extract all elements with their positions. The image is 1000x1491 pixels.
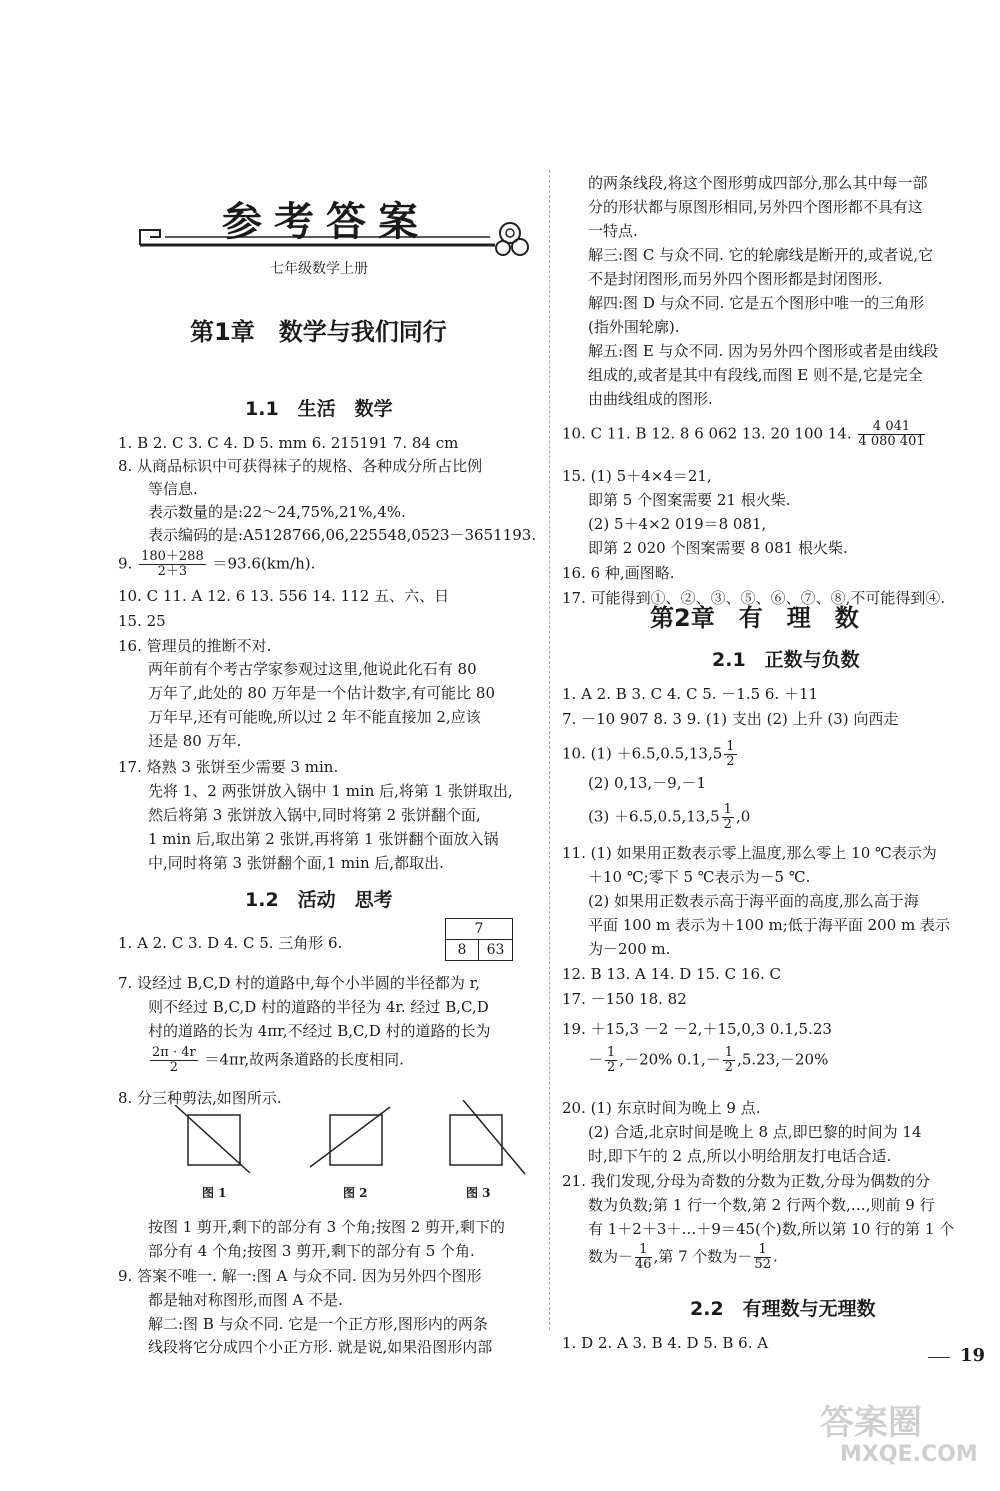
answer-line: 解五:图 E 与众不同. 因为另外四个图形或者是由线段 <box>588 342 939 360</box>
fraction-numerator: 1 <box>723 802 732 817</box>
fraction-denominator: 2 <box>607 1060 616 1075</box>
answer-text: － <box>588 1050 604 1069</box>
fraction-numerator: 1 <box>607 1045 616 1060</box>
answer-line: 分的形状都与原图形相同,另外四个图形都不具有这 <box>588 198 923 216</box>
fraction <box>722 803 734 832</box>
answer-line: 19. ＋15,3 －2 －2,＋15,0,3 0.1,5.23 <box>562 1020 832 1038</box>
column-divider <box>549 170 550 1330</box>
answer-text: ,5.23,－20% <box>737 1050 829 1069</box>
answer-line: (2) 合适,北京时间是晚上 8 点,即巴黎的时间为 14 <box>588 1123 922 1141</box>
fraction-denominator: 2 <box>723 817 732 832</box>
answer-line-fraction <box>118 550 315 579</box>
answer-line: 万年早,还有可能晚,所以过 2 年不能直接加 2,应该 <box>148 708 481 726</box>
answer-line: 组成的,或者是其中有段线,而图 E 则不是,它是完全 <box>588 366 923 384</box>
fraction-numerator: 4 041 <box>858 420 924 435</box>
answer-line: (2) 如果用正数表示高于海平面的高度,那么高于海 <box>588 892 919 910</box>
fraction-numerator: 1 <box>754 1243 771 1258</box>
answer-line: 解四:图 D 与众不同. 它是五个图形中唯一的三角形 <box>588 294 925 312</box>
section-1-1-heading: 1.1 生活 数学 <box>245 398 393 420</box>
grid-cell-top: 7 <box>445 918 513 940</box>
answer-line: (指外围轮廓). <box>588 318 680 336</box>
answer-line: 表示数量的是:22～24,75%,21%,4%. <box>148 503 406 521</box>
answer-text: ,0 <box>735 807 751 826</box>
answer-line: 数为负数;第 1 行一个数,第 2 行两个数,…,则前 9 行 <box>588 1196 935 1214</box>
answer-line: 10. C 11. A 12. 6 13. 556 14. 112 五、六、日 <box>118 587 450 605</box>
answer-line-fraction <box>148 1046 404 1075</box>
section-2-1-heading: 2.1 正数与负数 <box>712 649 860 671</box>
figure-caption-1: 图 1 <box>202 1186 227 1200</box>
answer-line: 不是封闭图形,而另外四个图形都是封闭图形. <box>588 270 883 288</box>
answer-line: (2) 0,13,－9,－1 <box>588 774 707 792</box>
cut-figure-3 <box>425 1100 535 1175</box>
fraction <box>150 1046 198 1075</box>
answer-line-fraction <box>588 1046 828 1075</box>
answer-line: 17. 烙熟 3 张饼至少需要 3 min. <box>118 758 339 776</box>
answer-line: 有 1＋2＋3＋…＋9＝45(个)数,所以第 10 行的第 1 个 <box>588 1220 955 1238</box>
watermark-url: MXQE.COM <box>840 1442 978 1467</box>
fraction-denominator: 46 <box>635 1257 652 1272</box>
answer-line: 还是 80 万年. <box>148 732 242 750</box>
answer-line: 解二:图 B 与众不同. 它是一个正方形,图形内的两条 <box>148 1315 488 1333</box>
fraction <box>724 740 736 769</box>
answer-line: 8. 从商品标识中可获得袜子的规格、各种成分所占比例 <box>118 457 483 475</box>
answer-line: 1. D 2. A 3. B 4. D 5. B 6. A <box>562 1334 769 1352</box>
answer-line: 解三:图 C 与众不同. 它的轮廓线是断开的,或者说,它 <box>588 246 934 264</box>
section-1-2-heading: 1.2 活动 思考 <box>245 889 393 911</box>
answer-text: . <box>772 1247 778 1266</box>
answer-text: 10. C 11. B 12. 8 6 062 13. 20 100 14. <box>562 424 852 443</box>
answer-line: 8. 分三种剪法,如图所示. <box>118 1089 282 1107</box>
answer-line: 即第 2 020 个图案需要 8 081 根火柴. <box>588 539 848 557</box>
answer-text: ,第 7 个数为－ <box>653 1247 753 1266</box>
fraction-numerator: 2π · 4r <box>152 1045 196 1060</box>
answer-text: 数为－ <box>588 1247 634 1266</box>
fraction-numerator: 1 <box>724 1045 734 1060</box>
watermark-logo: 答案圈 <box>820 1403 922 1443</box>
answer-line-fraction <box>562 740 739 769</box>
page-number-dash <box>928 1357 950 1358</box>
fraction <box>723 1046 735 1075</box>
answer-line: 两年前有个考古学家参观过这里,他说此化石有 80 <box>148 660 477 678</box>
answer-line: 等信息. <box>148 480 198 498</box>
answer-line: 时,即下午的 2 点,所以小明给朋友打电话合适. <box>588 1147 892 1165</box>
page-title: 参考答案 <box>222 199 430 245</box>
fraction <box>635 1243 652 1272</box>
answer-line: 15. 25 <box>118 612 166 630</box>
answer-line: 7. 设经过 B,C,D 村的道路中,每个小半圆的半径都为 r, <box>118 974 480 992</box>
figure-caption-2: 图 2 <box>343 1186 368 1200</box>
fraction-denominator: 52 <box>754 1257 771 1272</box>
answer-line: 中,同时将第 3 张饼翻个面,1 min 后,都取出. <box>148 854 444 872</box>
chapter-2-heading: 第2章 有 理 数 <box>650 604 859 632</box>
section-2-2-heading: 2.2 有理数与无理数 <box>690 1298 876 1320</box>
answer-line: 1. A 2. C 3. D 4. C 5. 三角形 6. <box>118 934 343 952</box>
answer-line: 一特点. <box>588 222 638 240</box>
answer-line: 12. B 13. A 14. D 15. C 16. C <box>562 965 782 983</box>
answer-line: 然后将第 3 张饼放入锅中,同时将第 2 张饼翻个面, <box>148 806 481 824</box>
figure-caption-3: 图 3 <box>466 1186 491 1200</box>
answer-line: 的两条线段,将这个图形剪成四部分,那么其中每一部 <box>588 174 928 192</box>
answer-line: 都是轴对称图形,而图 A 不是. <box>148 1291 343 1309</box>
answer-line: 即第 5 个图案需要 21 根火柴. <box>588 491 791 509</box>
answer-line: 15. (1) 5＋4×4＝21, <box>562 467 712 485</box>
fraction-numerator: 1 <box>635 1243 652 1258</box>
fraction <box>858 420 924 449</box>
grid-cell-bottom-left: 8 <box>445 939 479 961</box>
answer-line: 21. 我们发现,分母为奇数的分数为正数,分母为偶数的分 <box>562 1172 931 1190</box>
answer-text: 10. (1) ＋6.5,0.5,13,5 <box>562 744 723 763</box>
answer-line: 由曲线组成的图形. <box>588 390 713 408</box>
answer-line: 1. A 2. B 3. C 4. C 5. －1.5 6. ＋11 <box>562 685 819 703</box>
answer-line: 平面 100 m 表示为＋100 m;低于海平面 200 m 表示 <box>588 916 950 934</box>
answer-line: 11. (1) 如果用正数表示零上温度,那么零上 10 ℃表示为 <box>562 844 937 862</box>
cut-figure-1 <box>150 1105 260 1175</box>
answer-line: ＋10 ℃;零下 5 ℃表示为－5 ℃. <box>588 868 811 886</box>
fraction-denominator: 4 080 401 <box>858 434 925 449</box>
fraction <box>605 1046 617 1075</box>
answer-text: ＝4πr,故两条道路的长度相同. <box>204 1050 404 1069</box>
fraction-numerator: 1 <box>726 739 735 754</box>
grid-cell-bottom-right: 63 <box>478 939 513 961</box>
answer-line: 17. 可能得到①、②、③、⑤、⑥、⑦、⑧,不可能得到④. <box>562 589 946 607</box>
answer-line: 1. B 2. C 3. C 4. D 5. mm 6. 215191 7. 84 cm <box>118 434 459 452</box>
page-number: 19 <box>960 1345 986 1366</box>
answer-line: 9. 答案不唯一. 解一:图 A 与众不同. 因为另外四个图形 <box>118 1267 482 1285</box>
answer-line: 村的道路的长为 4πr,不经过 B,C,D 村的道路的长为 <box>148 1022 491 1040</box>
answer-line: 按图 1 剪开,剩下的部分有 3 个角;按图 2 剪开,剩下的 <box>148 1218 505 1236</box>
fraction-denominator: 2＋3 <box>157 564 188 579</box>
answer-line: 线段将它分成四个小正方形. 就是说,如果沿图形内部 <box>148 1338 493 1356</box>
cut-figure-2 <box>300 1105 410 1175</box>
answer-line: (2) 5＋4×2 019＝8 081, <box>588 515 767 533</box>
answer-line: 万年了,此处的 80 万年是一个估计数字,有可能比 80 <box>148 684 496 702</box>
answer-line: 部分有 4 个角;按图 3 剪开,剩下的部分有 5 个角. <box>148 1242 475 1260</box>
answer-text: (3) ＋6.5,0.5,13,5 <box>588 807 720 826</box>
fraction-denominator: 2 <box>169 1060 178 1075</box>
page-subtitle: 七年级数学上册 <box>270 261 368 277</box>
answer-line-fraction <box>588 1243 778 1272</box>
answer-line: 为－200 m. <box>588 940 671 958</box>
fraction-denominator: 2 <box>726 754 735 769</box>
fraction-numerator: 180＋288 <box>141 549 204 564</box>
answer-line-fraction <box>562 420 927 449</box>
answer-line: 20. (1) 东京时间为晚上 9 点. <box>562 1099 761 1117</box>
answer-line: 先将 1、2 两张饼放入锅中 1 min 后,将第 1 张饼取出, <box>148 782 513 800</box>
answer-line: 16. 6 种,画图略. <box>562 564 675 582</box>
answer-text: ,－20% 0.1,－ <box>619 1050 721 1069</box>
answer-line-fraction <box>588 803 750 832</box>
fraction <box>754 1243 771 1272</box>
chapter-1-heading: 第1章 数学与我们同行 <box>190 318 447 346</box>
fraction <box>139 550 206 579</box>
answer-line: 表示编码的是:A5128766,06,225548,0523－3651193. <box>148 526 537 544</box>
answer-line: 则不经过 B,C,D 村的道路的半径为 4r. 经过 B,C,D <box>148 998 489 1016</box>
answer-line: 1 min 后,取出第 2 张饼,再将第 1 张饼翻个面放入锅 <box>148 830 499 848</box>
answer-line: 17. －150 18. 82 <box>562 990 687 1008</box>
answer-line: 16. 管理员的推断不对. <box>118 637 272 655</box>
answer-line: 7. －10 907 8. 3 9. (1) 支出 (2) 上升 (3) 向西走 <box>562 710 899 728</box>
fraction-denominator: 2 <box>724 1060 734 1075</box>
item-number: 9. <box>118 554 133 573</box>
answer-text: ＝93.6(km/h). <box>212 554 316 573</box>
